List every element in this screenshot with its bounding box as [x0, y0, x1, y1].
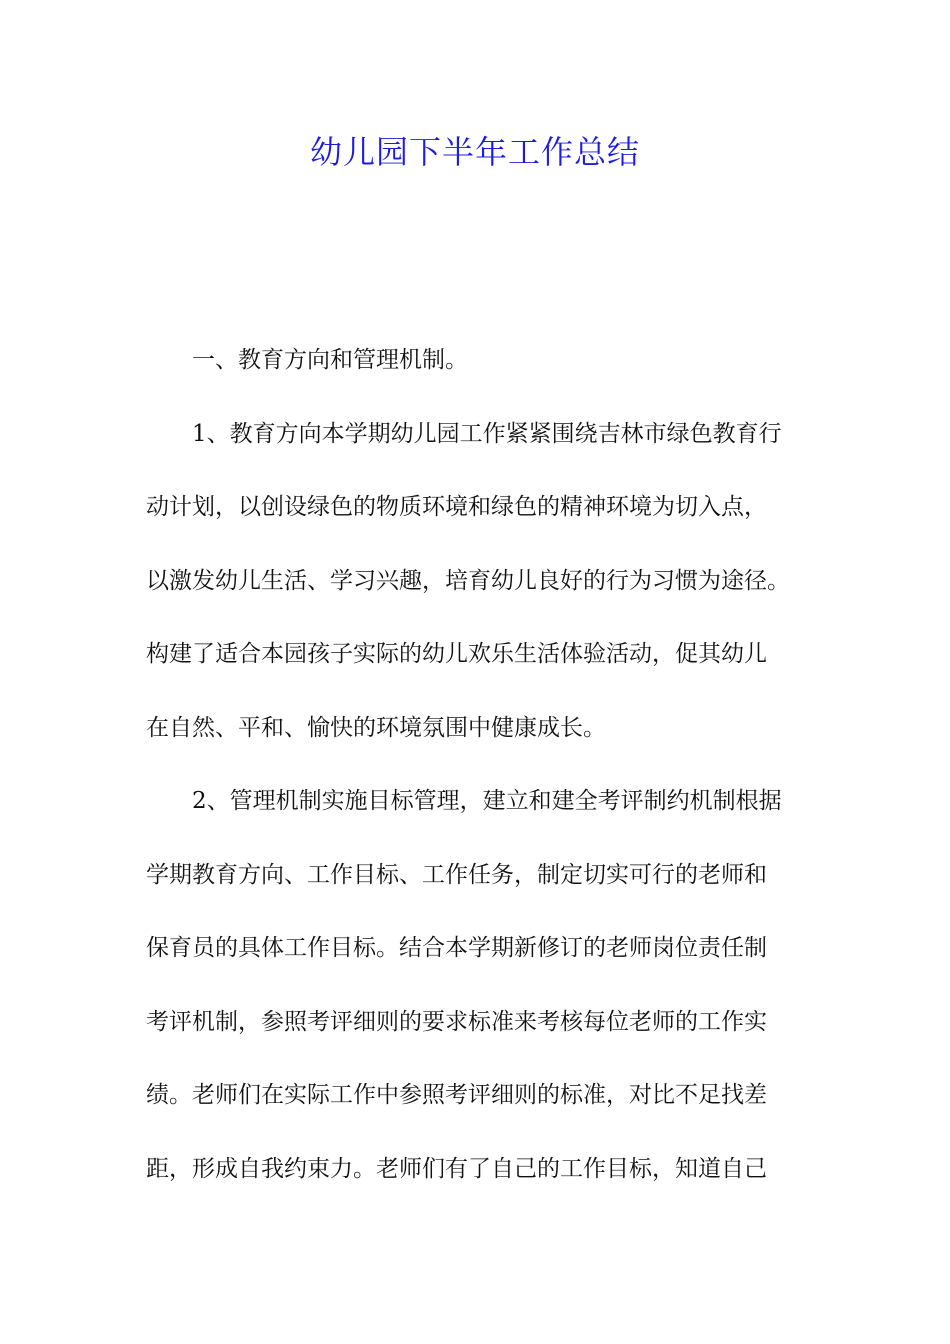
paragraph-line: 在自然、平和、愉快的环境氛围中健康成长。	[146, 714, 606, 741]
paragraph-line: 绩。老师们在实际工作中参照考评细则的标准，对比不足找差	[146, 1082, 767, 1108]
paragraph-line: 以激发幼儿生活、学习兴趣，培育幼儿良好的行为习惯为途径。	[146, 567, 790, 594]
paragraph-line: 动计划，以创设绿色的物质环境和绿色的精神环境为切入点，	[146, 494, 767, 520]
paragraph-line: 2、管理机制实施目标管理，建立和建全考评制约机制根据	[192, 788, 782, 814]
paragraph-line: 学期教育方向、工作目标、工作任务，制定切实可行的老师和	[146, 861, 767, 888]
paragraph-line: 构建了适合本园孩子实际的幼儿欢乐生活体验活动，促其幼儿	[146, 641, 767, 667]
paragraph-line: 距，形成自我约束力。老师们有了自己的工作目标，知道自己	[146, 1155, 767, 1182]
document-body	[146, 336, 811, 1218]
paragraph-line: 保育员的具体工作目标。结合本学期新修订的老师岗位责任制	[146, 935, 767, 961]
document-title: 幼儿园下半年工作总结	[309, 133, 640, 171]
section-heading: 一、教育方向和管理机制。	[192, 347, 468, 373]
paragraph-line: 1、教育方向本学期幼儿园工作紧紧围绕吉林市绿色教育行	[192, 420, 782, 447]
paragraph-line: 考评机制，参照考评细则的要求标准来考核每位老师的工作实	[146, 1008, 767, 1035]
